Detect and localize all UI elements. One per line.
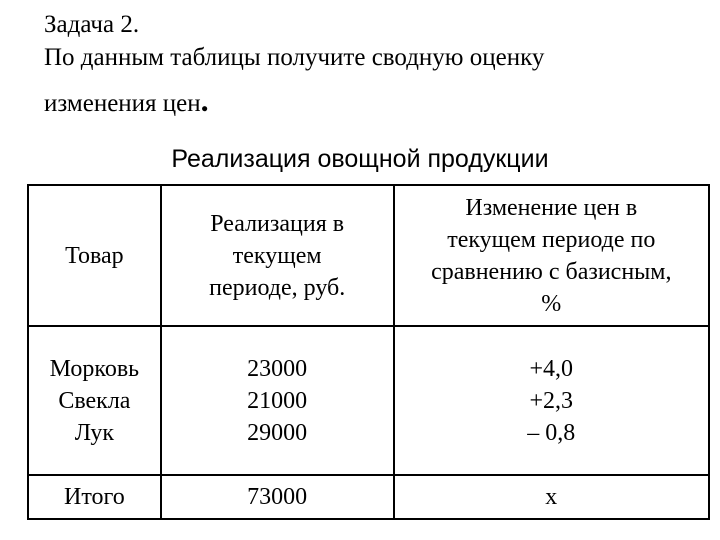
header-product bbox=[28, 185, 161, 326]
sales-value: 29000 bbox=[247, 419, 308, 446]
sales-value: 23000 bbox=[247, 355, 308, 382]
table-data-row bbox=[28, 326, 709, 475]
sales-value: 21000 bbox=[247, 387, 308, 414]
products-cell bbox=[28, 326, 161, 475]
product-name: Морковь bbox=[49, 355, 140, 382]
table-caption: Реализация овощной продукции bbox=[171, 145, 549, 173]
header-price-change-line: % bbox=[541, 290, 562, 317]
sales-cell bbox=[161, 326, 394, 475]
task-text-period: . bbox=[200, 82, 209, 118]
header-price-change-line: сравнению с базисным, bbox=[431, 258, 672, 285]
task-title: Задача 2. bbox=[44, 11, 140, 38]
product-name: Свекла bbox=[58, 387, 131, 414]
task-text-end: изменения цен bbox=[44, 90, 201, 117]
header-price-change-line: текущем периоде по bbox=[447, 226, 656, 253]
total-price-change: x bbox=[394, 475, 709, 519]
total-sales: 73000 bbox=[161, 475, 394, 519]
task-statement bbox=[44, 8, 704, 120]
header-sales-line: текущем bbox=[232, 242, 322, 269]
task-text-line bbox=[44, 84, 704, 120]
total-label: Итого bbox=[28, 475, 161, 519]
sales-table bbox=[27, 184, 710, 520]
header-sales bbox=[161, 185, 394, 326]
table-header-row bbox=[28, 185, 709, 326]
price-change-value: +4,0 bbox=[529, 355, 574, 382]
header-sales-line: периоде, руб. bbox=[209, 274, 346, 301]
task-text-line: По данным таблицы получите сводную оценку bbox=[44, 44, 545, 71]
header-product-label: Товар bbox=[65, 242, 124, 269]
price-change-cell bbox=[394, 326, 709, 475]
price-change-value: +2,3 bbox=[529, 387, 574, 414]
header-sales-line: Реализация в bbox=[210, 210, 345, 237]
table-total-row bbox=[28, 475, 709, 519]
header-price-change-line: Изменение цен в bbox=[465, 194, 638, 221]
price-change-value: – 0,8 bbox=[527, 419, 576, 446]
product-name: Лук bbox=[74, 419, 115, 446]
header-price-change bbox=[394, 185, 709, 326]
